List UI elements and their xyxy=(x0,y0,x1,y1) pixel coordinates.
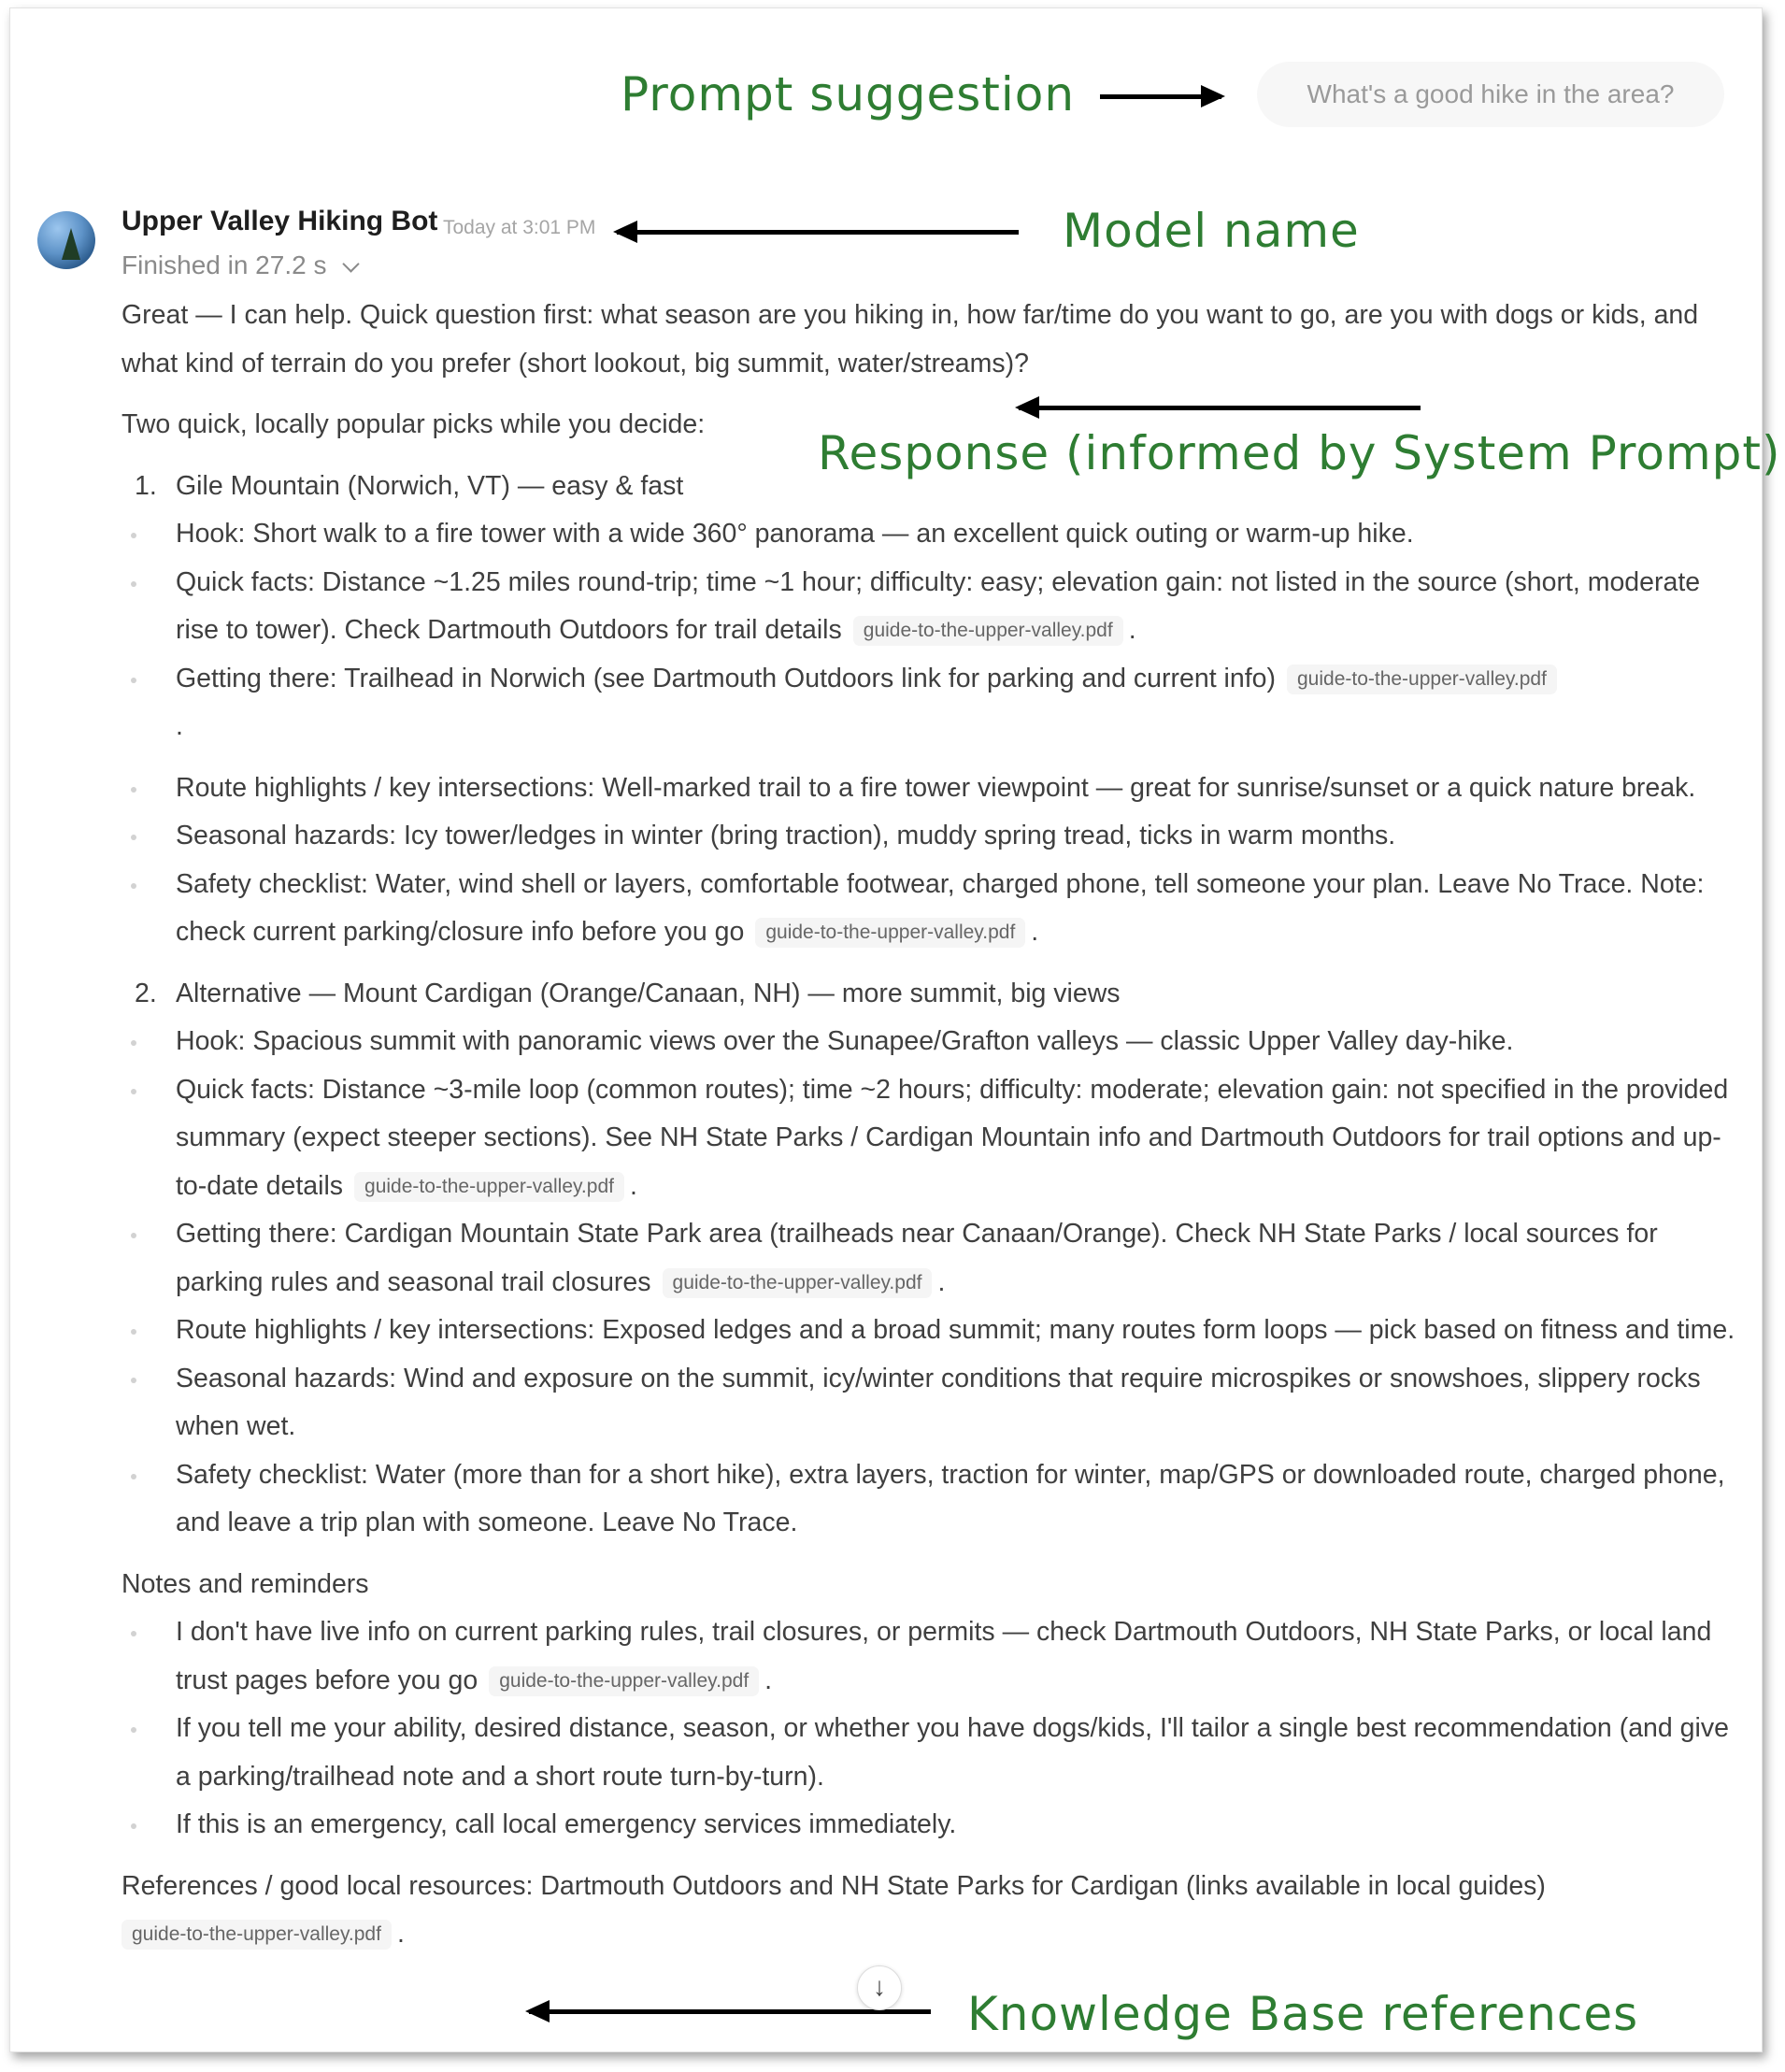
hike-1-route: Route highlights / key intersections: Well-marked trail to a fire tower viewpoint — great for sunrise/sunset or a quick nature break. xyxy=(121,764,1738,813)
annotation-knowledge-base: Knowledge Base references xyxy=(967,1987,1639,2041)
message-timestamp: Today at 3:01 PM xyxy=(443,217,596,238)
annotation-prompt-suggestion: Prompt suggestion xyxy=(621,67,1076,121)
note-live-info-text: I don't have live info on current parking rules, trail closures, or permits — check Dartmouth Outdoors, NH State Parks, or local land trust pages before you go xyxy=(176,1617,1712,1695)
hike-1-safety: Safety checklist: Water, wind shell or layers, comfortable footwear, charged phone, tell someone your plan. Leave No Trace. Note: check current parking/closure info before you go guide-to-the-upper-valley.pdf . xyxy=(121,861,1738,957)
hike-1-hook: Hook: Short walk to a fire tower with a wide 360° panorama — an excellent quick outing or warm-up hike. xyxy=(121,510,1738,559)
hike-2-hazards: Seasonal hazards: Wind and exposure on the summit, icy/winter conditions that require microspikes or snowshoes, slippery rocks when wet. xyxy=(121,1355,1738,1451)
hike-2-getting-there: Getting there: Cardigan Mountain State Park area (trailheads near Canaan/Orange). Check NH State Parks / local sources for parking rules and seasonal trail closures guide-to-the-upper-valley.pdf . xyxy=(121,1210,1738,1307)
hike-2-route: Route highlights / key intersections: Exposed ledges and a broad summit; many routes form loops — pick based on fitness and time. xyxy=(121,1307,1738,1355)
hike-2-safety: Safety checklist: Water (more than for a short hike), extra layers, traction for winter, map/GPS or downloaded route, charged phone, and leave a trip plan with someone. Leave No Trace. xyxy=(121,1451,1738,1548)
hike-1-facts: Quick facts: Distance ~1.25 miles round-trip; time ~1 hour; difficulty: easy; elevation gain: not listed in the source (short, moderate rise to tower). Check Dartmouth Outdoors for trail details guide-to-the-upper-valley.pdf . xyxy=(121,559,1738,655)
hike-1-number: 1. xyxy=(135,470,157,501)
note-tailor: If you tell me your ability, desired distance, season, or whether you have dogs/kids, I'll tailor a single best recommendation (and give a parking/trailhead note and a short route turn-by-turn). xyxy=(121,1705,1738,1801)
knowledge-base-reference[interactable]: guide-to-the-upper-valley.pdf xyxy=(121,1920,392,1950)
hike-2-title-text: Alternative — Mount Cardigan (Orange/Canaan, NH) — more summit, big views xyxy=(176,978,1121,1008)
prompt-suggestion-chip[interactable]: What's a good hike in the area? xyxy=(1257,62,1724,127)
hike-1-hazards: Seasonal hazards: Icy tower/ledges in winter (bring traction), muddy spring tread, ticks in warm months. xyxy=(121,812,1738,861)
annotation-response: Response (informed by System Prompt) xyxy=(818,426,1781,480)
references-line: References / good local resources: Dartmouth Outdoors and NH State Parks for Cardigan (links available in local guides) xyxy=(121,1870,1546,1901)
knowledge-base-reference[interactable]: guide-to-the-upper-valley.pdf xyxy=(663,1268,933,1298)
hike-1-facts-text: Quick facts: Distance ~1.25 miles round-trip; time ~1 hour; difficulty: easy; elevation gain: not listed in the source (short, moderate rise to tower). Check Dartmouth Outdoors for trail details xyxy=(176,566,1701,645)
knowledge-base-reference[interactable]: guide-to-the-upper-valley.pdf xyxy=(755,918,1025,948)
hike-1-safety-text: Safety checklist: Water, wind shell or layers, comfortable footwear, charged phone, tell someone your plan. Leave No Trace. Note: check current parking/closure info before you go xyxy=(176,868,1705,947)
hike-2-hook: Hook: Spacious summit with panoramic views over the Sunapee/Grafton valleys — classic Upper Valley day-hike. xyxy=(121,1018,1738,1066)
hike-2-number: 2. xyxy=(135,978,157,1008)
knowledge-base-reference[interactable]: guide-to-the-upper-valley.pdf xyxy=(489,1666,759,1696)
note-emergency: If this is an emergency, call local emergency services immediately. xyxy=(121,1801,1738,1850)
response-body xyxy=(121,292,1738,1959)
references-chip-line: guide-to-the-upper-valley.pdf . xyxy=(121,1910,1738,1959)
hike-1-getting-text: Getting there: Trailhead in Norwich (see Dartmouth Outdoors link for parking and current info) xyxy=(176,663,1276,693)
knowledge-base-reference[interactable]: guide-to-the-upper-valley.pdf xyxy=(853,616,1123,646)
arrow-down-icon: ↓ xyxy=(873,1972,886,2001)
model-name: Upper Valley Hiking Bot xyxy=(121,206,438,236)
hike-1-title xyxy=(121,463,1738,511)
hike-2-facts: Quick facts: Distance ~3-mile loop (common routes); time ~2 hours; difficulty: moderate; elevation gain: not specified in the provided summary (expect steeper sections). See NH State Parks / Cardigan Mountain info and Dartmouth Outdoors for trail options and up-to-date details guide-to-the-upper-valley.pdf . xyxy=(121,1066,1738,1211)
knowledge-base-reference[interactable]: guide-to-the-upper-valley.pdf xyxy=(1287,664,1557,694)
hike-1-title-text: Gile Mountain (Norwich, VT) — easy & fast xyxy=(176,470,684,501)
arrow-to-knowledge-base xyxy=(529,2009,931,2014)
arrow-to-model-name xyxy=(617,230,1019,235)
finished-status-text: Finished in 27.2 s xyxy=(121,250,327,279)
note-live-info: I don't have live info on current parking rules, trail closures, or permits — check Dartmouth Outdoors, NH State Parks, or local land trust pages before you go guide-to-the-upper-valley.pdf . xyxy=(121,1608,1738,1705)
hike-2-getting-text: Getting there: Cardigan Mountain State Park area (trailheads near Canaan/Orange). Check NH State Parks / local sources for parking rules and seasonal trail closures xyxy=(176,1219,1658,1297)
bot-avatar xyxy=(37,211,95,269)
scroll-down-button[interactable] xyxy=(857,1965,902,2010)
response-intro: Great — I can help. Quick question first: what season are you hiking in, how far/time do you want to go, are you with dogs or kids, and what kind of terrain do you prefer (short lookout, big summit, water/streams)? xyxy=(121,300,1699,379)
knowledge-base-reference[interactable]: guide-to-the-upper-valley.pdf xyxy=(354,1172,624,1202)
notes-heading: Notes and reminders xyxy=(121,1568,369,1599)
hike-2-title xyxy=(121,970,1738,1019)
finished-status-toggle[interactable] xyxy=(121,250,357,280)
hike-2-facts-text: Quick facts: Distance ~3-mile loop (common routes); time ~2 hours; difficulty: moderate; elevation gain: not specified in the provided summary (expect steeper sections). See NH State Parks / Cardigan Mountain info and Dartmouth Outdoors for trail options and up-to-date details xyxy=(176,1074,1729,1201)
annotation-model-name: Model name xyxy=(1063,204,1360,258)
hike-1-getting-there: Getting there: Trailhead in Norwich (see Dartmouth Outdoors link for parking and current info) guide-to-the-upper-valley.pdf . xyxy=(121,655,1738,751)
chevron-down-icon xyxy=(343,255,360,272)
arrow-to-prompt-suggestion xyxy=(1100,94,1221,99)
picks-intro: Two quick, locally popular picks while you decide: xyxy=(121,409,706,439)
